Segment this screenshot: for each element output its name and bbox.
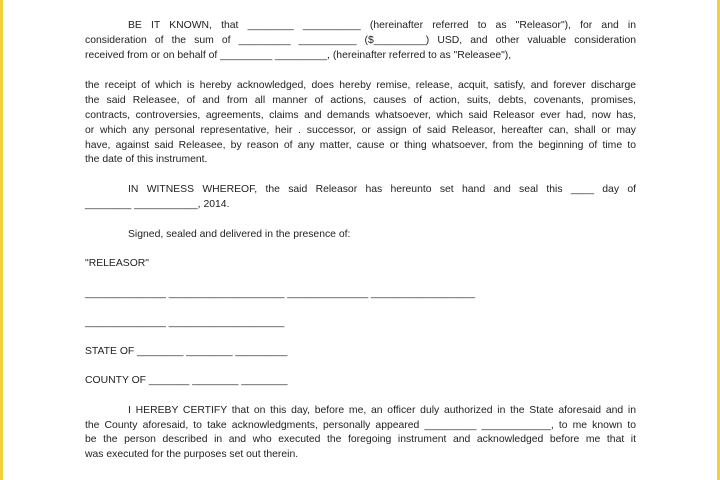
certify-line: was executed for the purposes set out therein. xyxy=(85,449,299,460)
state-line: STATE OF ________ ________ _________ xyxy=(85,346,288,357)
releasor-label: "RELEASOR" xyxy=(85,258,149,269)
county-line: COUNTY OF _______ ________ ________ xyxy=(85,375,288,386)
witness-line: IN WITNESS WHEREOF, the said Releasor has hereunto set hand and seal this ____ day of xyxy=(128,184,636,195)
witness-line: ________ ___________, 2014. xyxy=(85,199,230,210)
signature-line: ______________ ____________________ xyxy=(85,317,285,328)
intro-line: received from or on behalf of _________ _________, (hereinafter referred to as "Releasee"), xyxy=(85,50,512,61)
intro-line: BE IT KNOWN, that ________ __________ (hereinafter referred to as "Releasor"), for and in xyxy=(128,20,636,31)
release-line: the said Releasee, of and from all manner of actions, causes of action, suits, debts, covenants, promises, xyxy=(85,95,636,106)
release-line: the date of this instrument. xyxy=(85,154,208,165)
release-line: contracts, controversies, agreements, claims and demands whatsoever, which said Releasor ever had, now has, xyxy=(85,110,636,121)
release-line: the receipt of which is hereby acknowledged, does hereby remise, release, acquit, satisfy, and forever discharge xyxy=(85,80,636,91)
signed-sealed-line: Signed, sealed and delivered in the presence of: xyxy=(128,229,351,240)
release-line: or which any personal representative, heir . successor, or assign of said Releasor, hereafter can, shall or may xyxy=(85,125,636,136)
certify-line: I HEREBY CERTIFY that on this day, before me, an officer duly authorized in the State aforesaid and in xyxy=(128,405,636,416)
release-line: have, against said Releasee, by reason of any matter, cause or thing whatsoever, from the beginning of time to xyxy=(85,140,636,151)
certify-line: the County aforesaid, to take acknowledgments, personally appeared _________ ____________, to me known to xyxy=(85,420,636,431)
signature-line: ______________ ____________________ ______________ __________________ xyxy=(85,288,476,299)
certify-line: be the person described in and who executed the foregoing instrument and acknowledged before me that it xyxy=(85,434,636,445)
intro-line: consideration of the sum of _________ __________ ($_________) USD, and other valuable consideration xyxy=(85,35,636,46)
page-border-left xyxy=(0,0,3,480)
